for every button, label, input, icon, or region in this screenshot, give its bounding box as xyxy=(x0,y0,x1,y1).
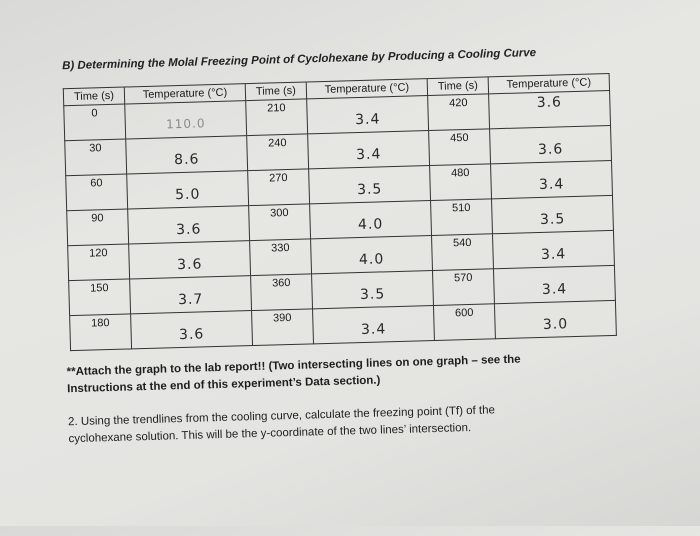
attach-note-line-1: **Attach the graph to the lab report!! (Two intersecting lines on one graph – see the xyxy=(66,353,521,379)
time-cell xyxy=(65,139,127,176)
temperature-value: 3.6 xyxy=(178,326,205,344)
header-time-3: Time (s) xyxy=(427,77,488,96)
temp-cell xyxy=(494,300,616,338)
temp-cell xyxy=(307,96,429,134)
time-value: 600 xyxy=(454,306,474,320)
temperature-value: 3.4 xyxy=(538,176,565,193)
question-2-line-1: 2. Using the trendlines from the cooling curve, calculate the freezing point (Tf) of the xyxy=(67,404,496,429)
question-2-line-2: cyclohexane solution. This will be the y-coordinate of the two lines’ intersection. xyxy=(68,421,472,446)
time-value: 480 xyxy=(450,166,470,180)
temperature-value: 3.4 xyxy=(354,111,381,129)
time-value: 240 xyxy=(268,137,287,150)
temperature-value: 3.5 xyxy=(356,181,383,199)
temp-cell xyxy=(127,171,249,209)
time-value: 300 xyxy=(269,207,289,220)
time-value: 540 xyxy=(452,236,472,250)
temperature-value: 4.0 xyxy=(358,251,385,269)
temperature-value: 3.4 xyxy=(355,146,382,164)
time-value: 510 xyxy=(451,201,471,215)
temperature-value: 3.4 xyxy=(360,321,387,339)
time-value: 420 xyxy=(448,96,468,110)
temperature-value: 3.6 xyxy=(176,256,203,274)
time-value: 270 xyxy=(269,172,288,185)
temp-cell xyxy=(128,206,250,244)
time-value: 180 xyxy=(90,317,110,330)
temp-cell xyxy=(126,136,248,174)
attach-note-line-2: Instructions at the end of this experiment’s Data section.) xyxy=(67,374,381,396)
time-cell xyxy=(433,304,495,341)
time-cell xyxy=(67,209,129,246)
time-value: 60 xyxy=(90,177,103,190)
temp-cell xyxy=(489,90,611,128)
time-value: 90 xyxy=(91,212,104,225)
temperature-value: 3.5 xyxy=(539,211,566,228)
header-temp-3: Temperature (°C) xyxy=(488,73,609,93)
time-cell xyxy=(250,239,312,276)
temp-cell xyxy=(492,195,614,233)
time-value: 30 xyxy=(89,142,102,155)
time-cell xyxy=(252,309,314,346)
time-cell xyxy=(246,99,308,136)
temp-cell xyxy=(312,271,434,309)
temp-cell xyxy=(129,241,251,279)
temperature-value: 3.5 xyxy=(359,286,386,304)
temp-cell xyxy=(490,125,612,163)
temp-cell xyxy=(131,311,253,349)
header-time-2: Time (s) xyxy=(245,82,306,101)
temperature-value: 3.6 xyxy=(536,94,563,112)
time-value: 570 xyxy=(453,271,473,285)
temperature-value: 4.0 xyxy=(357,216,384,234)
time-value: 0 xyxy=(91,107,98,120)
temp-cell xyxy=(313,305,435,343)
temp-cell xyxy=(309,166,431,204)
time-cell xyxy=(431,199,493,236)
temp-cell xyxy=(308,131,430,169)
temperature-value: 3.6 xyxy=(175,221,202,239)
time-cell xyxy=(69,279,131,316)
temp-cell xyxy=(310,201,432,239)
attach-graph-note xyxy=(66,352,521,399)
time-value: 390 xyxy=(272,311,292,325)
question-2 xyxy=(68,402,496,448)
time-cell xyxy=(251,274,313,311)
header-temp-1: Temperature (°C) xyxy=(124,84,245,104)
time-cell xyxy=(430,164,492,201)
time-cell xyxy=(432,269,494,306)
section-title: B) Determining the Molal Freezing Point of Cyclohexane by Producing a Cooling Curve xyxy=(61,47,537,73)
time-cell xyxy=(70,314,132,351)
time-cell xyxy=(68,244,130,281)
temp-cell xyxy=(130,276,252,314)
temperature-value: 3.6 xyxy=(537,141,564,159)
temperature-value: 5.0 xyxy=(174,186,201,204)
time-cell xyxy=(428,94,490,131)
time-cell xyxy=(432,234,494,271)
time-value: 210 xyxy=(267,102,286,115)
temperature-value: 3.4 xyxy=(541,281,568,298)
time-value: 150 xyxy=(90,282,109,295)
temperature-value: 3.4 xyxy=(540,246,567,263)
temp-cell xyxy=(125,101,247,139)
temperature-value: 110.0 xyxy=(165,116,206,132)
time-value: 120 xyxy=(89,247,108,260)
cooling-curve-table xyxy=(63,73,617,351)
time-cell xyxy=(64,104,126,141)
time-cell xyxy=(248,169,310,206)
time-cell xyxy=(247,134,309,171)
time-cell xyxy=(429,129,491,166)
time-value: 330 xyxy=(270,241,290,255)
header-time-1: Time (s) xyxy=(63,87,124,106)
header-temp-2: Temperature (°C) xyxy=(306,79,427,99)
temp-cell xyxy=(491,160,613,198)
time-value: 450 xyxy=(449,131,469,145)
temp-cell xyxy=(311,236,433,274)
temperature-value: 3.7 xyxy=(177,291,204,309)
temperature-value: 8.6 xyxy=(173,151,200,169)
temp-cell xyxy=(492,230,614,268)
time-cell xyxy=(249,204,311,241)
time-value: 360 xyxy=(271,276,291,290)
temperature-value: 3.0 xyxy=(542,316,569,333)
temp-cell xyxy=(493,265,615,303)
time-cell xyxy=(66,174,128,211)
